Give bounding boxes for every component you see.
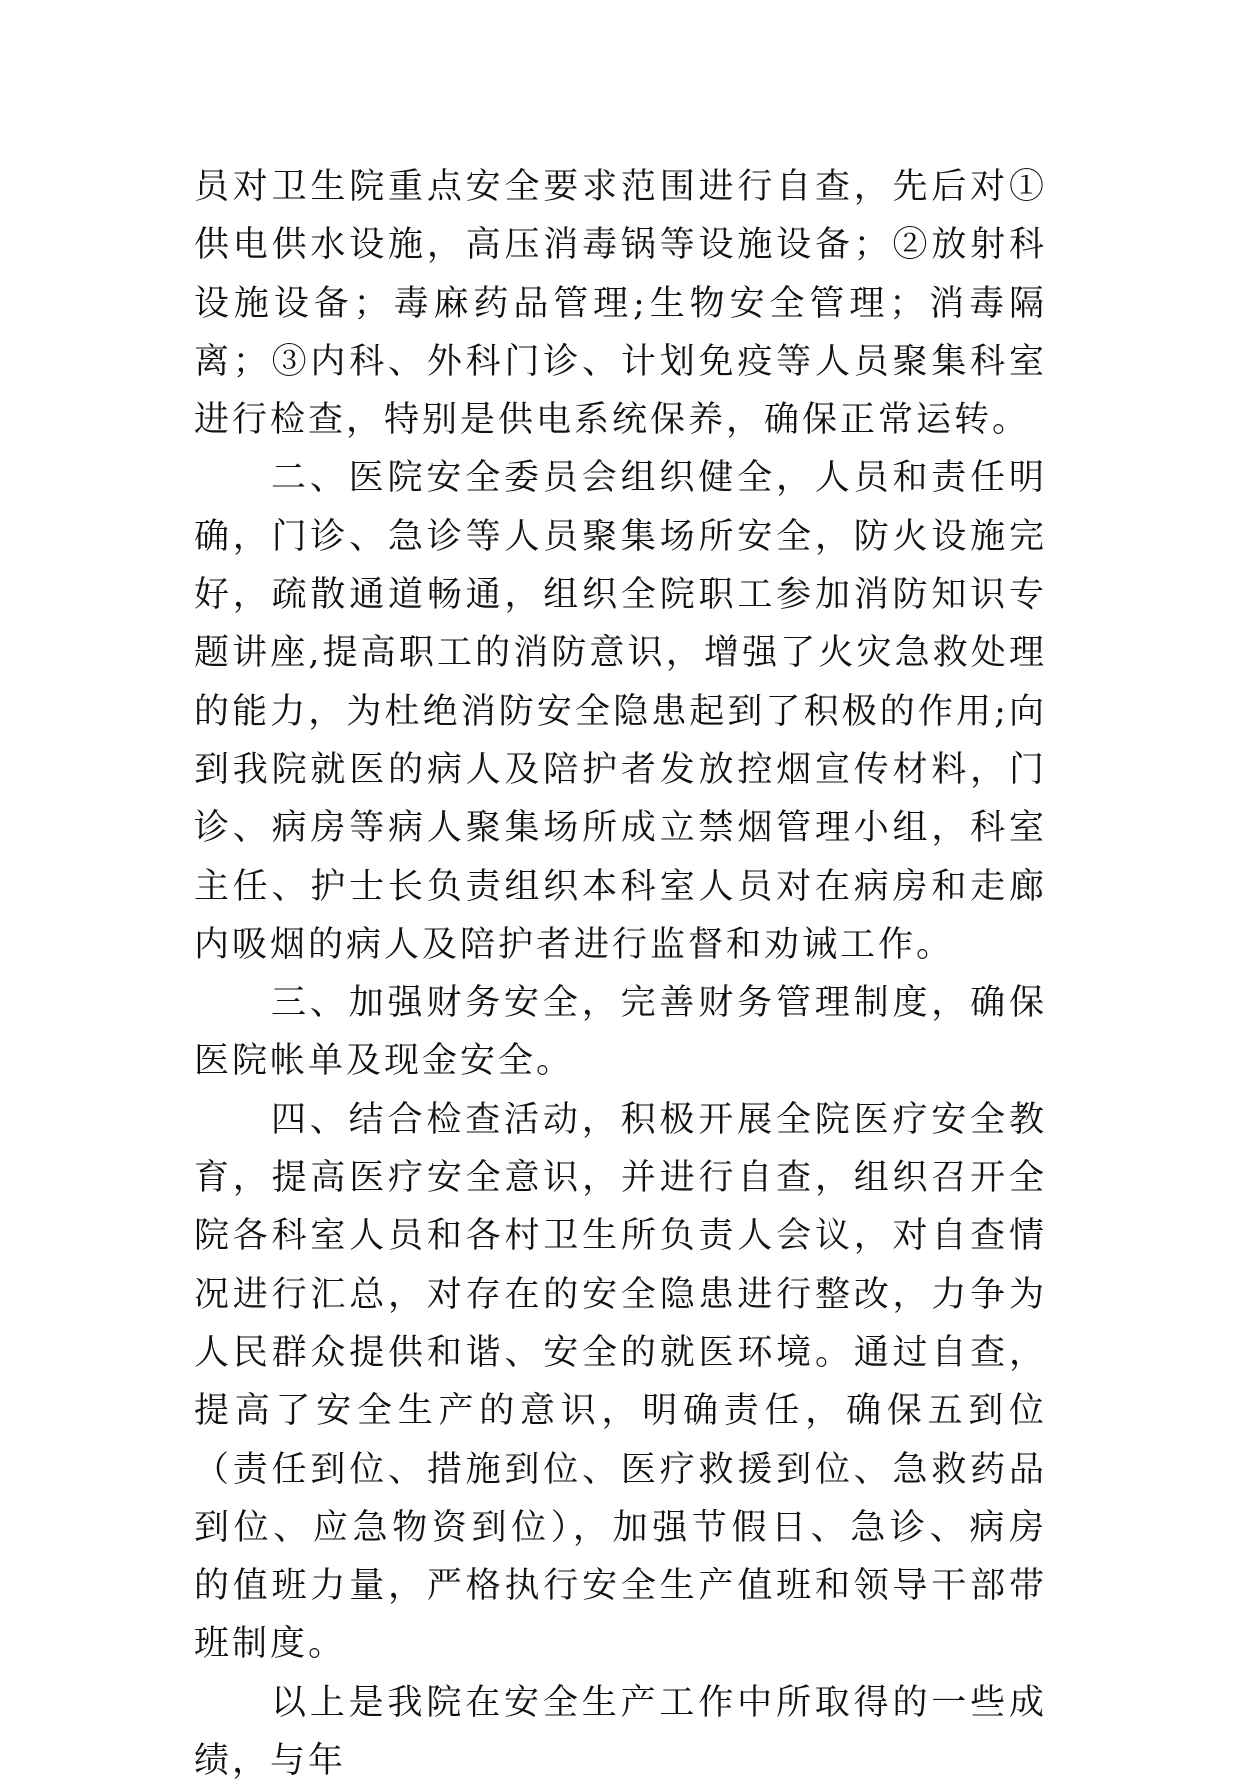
paragraph-summary: 以上是我院在安全生产工作中所取得的一些成绩，与年	[194, 1682, 1047, 1782]
document-body	[194, 158, 1047, 1790]
paragraph-financial-safety: 三、加强财务安全，完善财务管理制度，确保医院帐单及现金安全。	[194, 983, 1047, 1082]
paragraph-fire-safety: 二、医院安全委员会组织健全，人员和责任明确，门诊、急诊等人员聚集场所安全，防火设施完好，疏散通道畅通，组织全院职工参加消防知识专题讲座,提高职工的消防意识，增强了火灾急救处理的能力，为杜绝消防安全隐患起到了积极的作用;向到我院就医的病人及陪护者发放控烟宣传材料，门诊、病房等病人聚集场所成立禁烟管理小组，科室主任、护士长负责组织本科室人员对在病房和走廊内吸烟的病人及陪护者进行监督和劝诫工作。	[194, 458, 1047, 965]
paragraph-continued: 员对卫生院重点安全要求范围进行自查，先后对①供电供水设施，高压消毒锅等设施设备；②放射科设施设备；毒麻药品管理;生物安全管理；消毒隔离；③内科、外科门诊、计划免疫等人员聚集科室进行检查，特别是供电系统保养，确保正常运转。	[194, 167, 1047, 441]
paragraph-medical-safety: 四、结合检查活动，积极开展全院医疗安全教育，提高医疗安全意识，并进行自查，组织召开全院各科室人员和各村卫生所负责人会议，对自查情况进行汇总，对存在的安全隐患进行整改，力争为人民群众提供和谐、安全的就医环境。通过自查，提高了安全生产的意识，明确责任，确保五到位（责任到位、措施到位、医疗救援到位、急救药品到位、应急物资到位），加强节假日、急诊、病房的值班力量，严格执行安全生产值班和领导干部带班制度。	[194, 1099, 1047, 1665]
